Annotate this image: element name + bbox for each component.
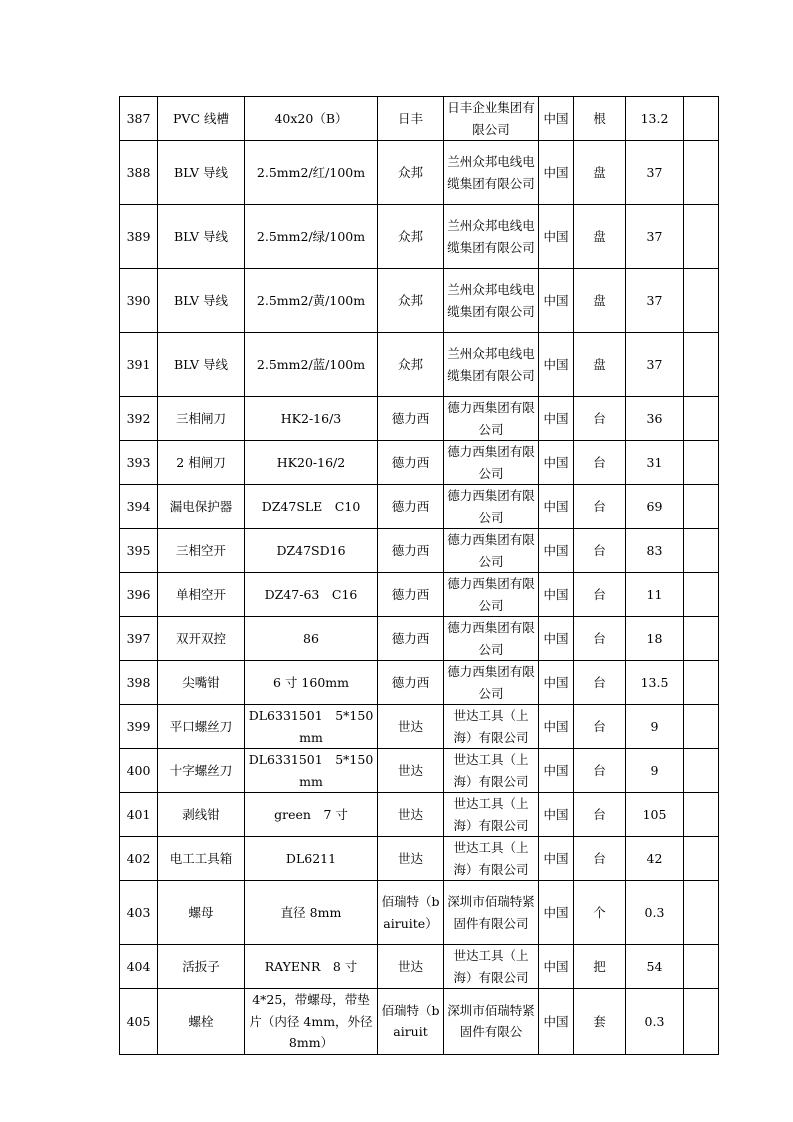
index-cell: 395 — [120, 529, 158, 573]
maker-cell: 深圳市佰瑞特紧固件有限公 — [444, 989, 539, 1055]
table-row — [120, 441, 719, 485]
name-cell: 尖嘴钳 — [158, 661, 245, 705]
origin-cell: 中国 — [539, 705, 574, 749]
price-cell: 37 — [626, 141, 684, 205]
index-cell: 389 — [120, 205, 158, 269]
table-row — [120, 397, 719, 441]
price-cell: 42 — [626, 837, 684, 881]
maker-cell: 兰州众邦电线电缆集团有限公司 — [444, 269, 539, 333]
note-cell — [684, 749, 719, 793]
unit-cell: 台 — [574, 529, 626, 573]
name-cell: PVC 线槽 — [158, 97, 245, 141]
unit-cell: 盘 — [574, 333, 626, 397]
name-cell: 双开双控 — [158, 617, 245, 661]
unit-cell: 盘 — [574, 269, 626, 333]
table-row — [120, 661, 719, 705]
index-cell: 388 — [120, 141, 158, 205]
origin-cell: 中国 — [539, 881, 574, 945]
brand-cell: 众邦 — [378, 205, 444, 269]
table-row — [120, 205, 719, 269]
maker-cell: 德力西集团有限公司 — [444, 441, 539, 485]
maker-cell: 德力西集团有限公司 — [444, 397, 539, 441]
brand-cell: 德力西 — [378, 397, 444, 441]
origin-cell: 中国 — [539, 397, 574, 441]
maker-cell: 兰州众邦电线电缆集团有限公司 — [444, 205, 539, 269]
maker-cell: 德力西集团有限公司 — [444, 661, 539, 705]
name-cell: 活扳子 — [158, 945, 245, 989]
index-cell: 394 — [120, 485, 158, 529]
unit-cell: 套 — [574, 989, 626, 1055]
unit-cell: 台 — [574, 397, 626, 441]
table-row — [120, 749, 719, 793]
brand-cell: 日丰 — [378, 97, 444, 141]
unit-cell: 台 — [574, 793, 626, 837]
brand-cell: 世达 — [378, 945, 444, 989]
note-cell — [684, 485, 719, 529]
origin-cell: 中国 — [539, 945, 574, 989]
index-cell: 390 — [120, 269, 158, 333]
spec-cell: 2.5mm2/蓝/100m — [245, 333, 378, 397]
unit-cell: 台 — [574, 705, 626, 749]
index-cell: 404 — [120, 945, 158, 989]
spec-cell: DL6331501 5*150mm — [245, 705, 378, 749]
index-cell: 401 — [120, 793, 158, 837]
price-cell: 37 — [626, 269, 684, 333]
price-cell: 37 — [626, 333, 684, 397]
price-cell: 18 — [626, 617, 684, 661]
maker-cell: 日丰企业集团有限公司 — [444, 97, 539, 141]
spec-cell: 2.5mm2/绿/100m — [245, 205, 378, 269]
maker-cell: 德力西集团有限公司 — [444, 573, 539, 617]
price-cell: 9 — [626, 705, 684, 749]
name-cell: BLV 导线 — [158, 269, 245, 333]
maker-cell: 德力西集团有限公司 — [444, 617, 539, 661]
index-cell: 387 — [120, 97, 158, 141]
unit-cell: 盘 — [574, 141, 626, 205]
price-cell: 83 — [626, 529, 684, 573]
price-cell: 11 — [626, 573, 684, 617]
spec-cell: RAYENR 8 寸 — [245, 945, 378, 989]
origin-cell: 中国 — [539, 793, 574, 837]
name-cell: 三相空开 — [158, 529, 245, 573]
origin-cell: 中国 — [539, 269, 574, 333]
price-cell: 54 — [626, 945, 684, 989]
brand-cell: 德力西 — [378, 441, 444, 485]
name-cell: 螺栓 — [158, 989, 245, 1055]
price-cell: 0.3 — [626, 881, 684, 945]
spec-cell: DZ47SD16 — [245, 529, 378, 573]
price-cell: 9 — [626, 749, 684, 793]
origin-cell: 中国 — [539, 97, 574, 141]
note-cell — [684, 989, 719, 1055]
unit-cell: 台 — [574, 749, 626, 793]
maker-cell: 世达工具（上海）有限公司 — [444, 793, 539, 837]
maker-cell: 兰州众邦电线电缆集团有限公司 — [444, 333, 539, 397]
note-cell — [684, 617, 719, 661]
brand-cell: 众邦 — [378, 269, 444, 333]
name-cell: 三相闸刀 — [158, 397, 245, 441]
note-cell — [684, 945, 719, 989]
brand-cell: 众邦 — [378, 141, 444, 205]
unit-cell: 盘 — [574, 205, 626, 269]
index-cell: 391 — [120, 333, 158, 397]
index-cell: 393 — [120, 441, 158, 485]
unit-cell: 台 — [574, 485, 626, 529]
table-row — [120, 141, 719, 205]
table-row — [120, 945, 719, 989]
spec-cell: 2.5mm2/红/100m — [245, 141, 378, 205]
spec-cell: green 7 寸 — [245, 793, 378, 837]
note-cell — [684, 793, 719, 837]
brand-cell: 世达 — [378, 837, 444, 881]
note-cell — [684, 269, 719, 333]
table-row — [120, 881, 719, 945]
maker-cell: 德力西集团有限公司 — [444, 485, 539, 529]
spec-cell: 40x20（B） — [245, 97, 378, 141]
unit-cell: 台 — [574, 661, 626, 705]
note-cell — [684, 661, 719, 705]
origin-cell: 中国 — [539, 205, 574, 269]
origin-cell: 中国 — [539, 837, 574, 881]
price-cell: 69 — [626, 485, 684, 529]
origin-cell: 中国 — [539, 141, 574, 205]
table-row — [120, 485, 719, 529]
origin-cell: 中国 — [539, 989, 574, 1055]
origin-cell: 中国 — [539, 617, 574, 661]
spec-cell: DZ47SLE C10 — [245, 485, 378, 529]
table-row — [120, 573, 719, 617]
spec-cell: HK20-16/2 — [245, 441, 378, 485]
brand-cell: 德力西 — [378, 617, 444, 661]
maker-cell: 兰州众邦电线电缆集团有限公司 — [444, 141, 539, 205]
origin-cell: 中国 — [539, 661, 574, 705]
maker-cell: 深圳市佰瑞特紧固件有限公司 — [444, 881, 539, 945]
price-cell: 105 — [626, 793, 684, 837]
table-row — [120, 333, 719, 397]
table-row — [120, 269, 719, 333]
brand-cell: 世达 — [378, 749, 444, 793]
index-cell: 392 — [120, 397, 158, 441]
note-cell — [684, 573, 719, 617]
name-cell: 单相空开 — [158, 573, 245, 617]
maker-cell: 世达工具（上海）有限公司 — [444, 705, 539, 749]
index-cell: 399 — [120, 705, 158, 749]
origin-cell: 中国 — [539, 333, 574, 397]
brand-cell: 德力西 — [378, 661, 444, 705]
table-row — [120, 97, 719, 141]
note-cell — [684, 333, 719, 397]
note-cell — [684, 97, 719, 141]
note-cell — [684, 881, 719, 945]
table-row — [120, 837, 719, 881]
spec-cell: DL6211 — [245, 837, 378, 881]
note-cell — [684, 529, 719, 573]
unit-cell: 台 — [574, 837, 626, 881]
table-row — [120, 989, 719, 1055]
maker-cell: 德力西集团有限公司 — [444, 529, 539, 573]
note-cell — [684, 397, 719, 441]
name-cell: BLV 导线 — [158, 333, 245, 397]
brand-cell: 德力西 — [378, 573, 444, 617]
spec-cell: 6 寸 160mm — [245, 661, 378, 705]
spec-cell: 直径 8mm — [245, 881, 378, 945]
price-cell: 13.5 — [626, 661, 684, 705]
origin-cell: 中国 — [539, 485, 574, 529]
spec-cell: DL6331501 5*150mm — [245, 749, 378, 793]
origin-cell: 中国 — [539, 749, 574, 793]
price-cell: 0.3 — [626, 989, 684, 1055]
brand-cell: 佰瑞特（bairuit — [378, 989, 444, 1055]
unit-cell: 根 — [574, 97, 626, 141]
spec-cell: DZ47-63 C16 — [245, 573, 378, 617]
note-cell — [684, 837, 719, 881]
brand-cell: 佰瑞特（bairuite） — [378, 881, 444, 945]
unit-cell: 台 — [574, 617, 626, 661]
maker-cell: 世达工具（上海）有限公司 — [444, 749, 539, 793]
maker-cell: 世达工具（上海）有限公司 — [444, 945, 539, 989]
index-cell: 400 — [120, 749, 158, 793]
spec-cell: HK2-16/3 — [245, 397, 378, 441]
unit-cell: 台 — [574, 441, 626, 485]
index-cell: 403 — [120, 881, 158, 945]
table-row — [120, 529, 719, 573]
maker-cell: 世达工具（上海）有限公司 — [444, 837, 539, 881]
price-cell: 37 — [626, 205, 684, 269]
name-cell: BLV 导线 — [158, 141, 245, 205]
unit-cell: 把 — [574, 945, 626, 989]
name-cell: 电工工具箱 — [158, 837, 245, 881]
index-cell: 396 — [120, 573, 158, 617]
materials-table — [119, 96, 719, 1055]
origin-cell: 中国 — [539, 573, 574, 617]
spec-cell: 2.5mm2/黄/100m — [245, 269, 378, 333]
name-cell: 十字螺丝刀 — [158, 749, 245, 793]
note-cell — [684, 705, 719, 749]
name-cell: 螺母 — [158, 881, 245, 945]
origin-cell: 中国 — [539, 441, 574, 485]
index-cell: 405 — [120, 989, 158, 1055]
price-cell: 31 — [626, 441, 684, 485]
table-body — [120, 97, 719, 1055]
name-cell: BLV 导线 — [158, 205, 245, 269]
brand-cell: 德力西 — [378, 485, 444, 529]
name-cell: 平口螺丝刀 — [158, 705, 245, 749]
unit-cell: 个 — [574, 881, 626, 945]
name-cell: 剥线钳 — [158, 793, 245, 837]
table-row — [120, 617, 719, 661]
spec-cell: 86 — [245, 617, 378, 661]
origin-cell: 中国 — [539, 529, 574, 573]
brand-cell: 世达 — [378, 705, 444, 749]
price-cell: 13.2 — [626, 97, 684, 141]
name-cell: 2 相闸刀 — [158, 441, 245, 485]
index-cell: 402 — [120, 837, 158, 881]
price-cell: 36 — [626, 397, 684, 441]
spec-cell: 4*25，带螺母，带垫片（内径 4mm，外径 8mm） — [245, 989, 378, 1055]
brand-cell: 德力西 — [378, 529, 444, 573]
table-row — [120, 793, 719, 837]
unit-cell: 台 — [574, 573, 626, 617]
note-cell — [684, 205, 719, 269]
index-cell: 398 — [120, 661, 158, 705]
brand-cell: 世达 — [378, 793, 444, 837]
brand-cell: 众邦 — [378, 333, 444, 397]
name-cell: 漏电保护器 — [158, 485, 245, 529]
note-cell — [684, 141, 719, 205]
index-cell: 397 — [120, 617, 158, 661]
note-cell — [684, 441, 719, 485]
table-row — [120, 705, 719, 749]
